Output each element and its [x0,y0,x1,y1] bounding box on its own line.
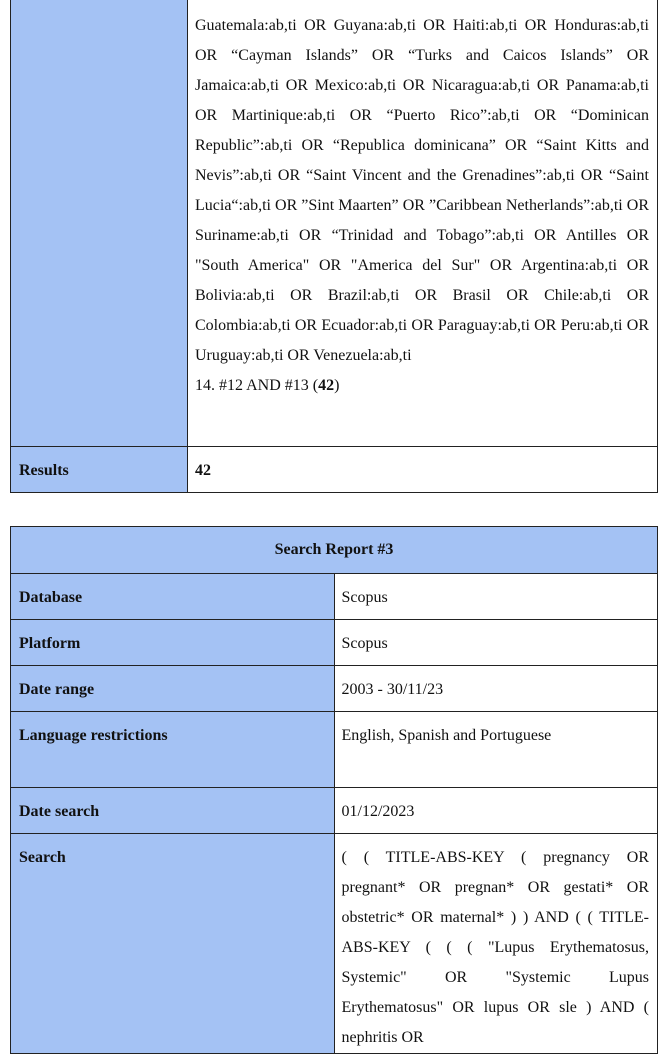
search-report-3-table [10,526,658,1054]
search-report-2-table [10,0,658,493]
step-14-suffix: ) [334,377,340,394]
results-row [11,447,658,493]
platform-value: Scopus [334,620,658,666]
database-label: Database [11,574,335,620]
search-strategy-row [11,0,658,447]
search-step-14 [195,371,649,401]
database-value: Scopus [334,574,658,620]
database-row [11,574,658,620]
language-row [11,712,658,788]
language-label: Language restrictions [11,712,335,788]
search-value: ( ( TITLE-ABS-KEY ( pregnancy OR pregnant* OR pregnan* OR gestati* OR obstetric* OR maternal* ) ) AND ( ( TITLE-ABS-KEY ( ( ( "Lupus Erythematosus, Systemic" OR "Systemic Lupus Erythematosus" OR lupus OR sle ) AND ( nephritis OR [334,834,658,1054]
platform-row [11,620,658,666]
platform-label: Platform [11,620,335,666]
report-header-row [11,527,658,574]
search-query-text: Guatemala:ab,ti OR Guyana:ab,ti OR Haiti:ab,ti OR Honduras:ab,ti OR “Cayman Islands” OR “Turks and Caicos Islands” OR Jamaica:ab,ti OR Mexico:ab,ti OR Nicaragua:ab,ti OR Panama:ab,ti OR Martinique:ab,ti OR “Puerto Rico”:ab,ti OR “Dominican Republic”:ab,ti OR “Republica dominicana” OR “Saint Kitts and Nevis”:ab,ti OR “Saint Vincent and the Grenadines”:ab,ti OR “Saint Lucia“:ab,ti OR ”Sint Maarten” OR ”Caribbean Netherlands”:ab,ti OR Suriname:ab,ti OR “Trinidad and Tobago”:ab,ti OR Antilles OR "South America" OR "America del Sur" OR Argentina:ab,ti OR Bolivia:ab,ti OR Brazil:ab,ti OR Brasil OR Chile:ab,ti OR Colombia:ab,ti OR Ecuador:ab,ti OR Paraguay:ab,ti OR Peru:ab,ti OR Uruguay:ab,ti OR Venezuela:ab,ti [195,17,649,364]
step-14-count: 42 [318,377,335,394]
language-value: English, Spanish and Portuguese [334,712,658,788]
report-title: Search Report #3 [11,527,658,574]
date-range-value: 2003 - 30/11/23 [334,666,658,712]
search-label: Search [11,834,335,1054]
step-14-text: 14. #12 AND #13 ( [195,377,319,394]
date-search-label: Date search [11,788,335,834]
date-search-row [11,788,658,834]
search-row [11,834,658,1054]
date-search-value: 01/12/2023 [334,788,658,834]
date-range-row [11,666,658,712]
results-label: Results [11,447,188,493]
results-value: 42 [188,447,658,493]
date-range-label: Date range [11,666,335,712]
search-strategy-cell [188,0,658,447]
search-label-cell [11,0,188,447]
